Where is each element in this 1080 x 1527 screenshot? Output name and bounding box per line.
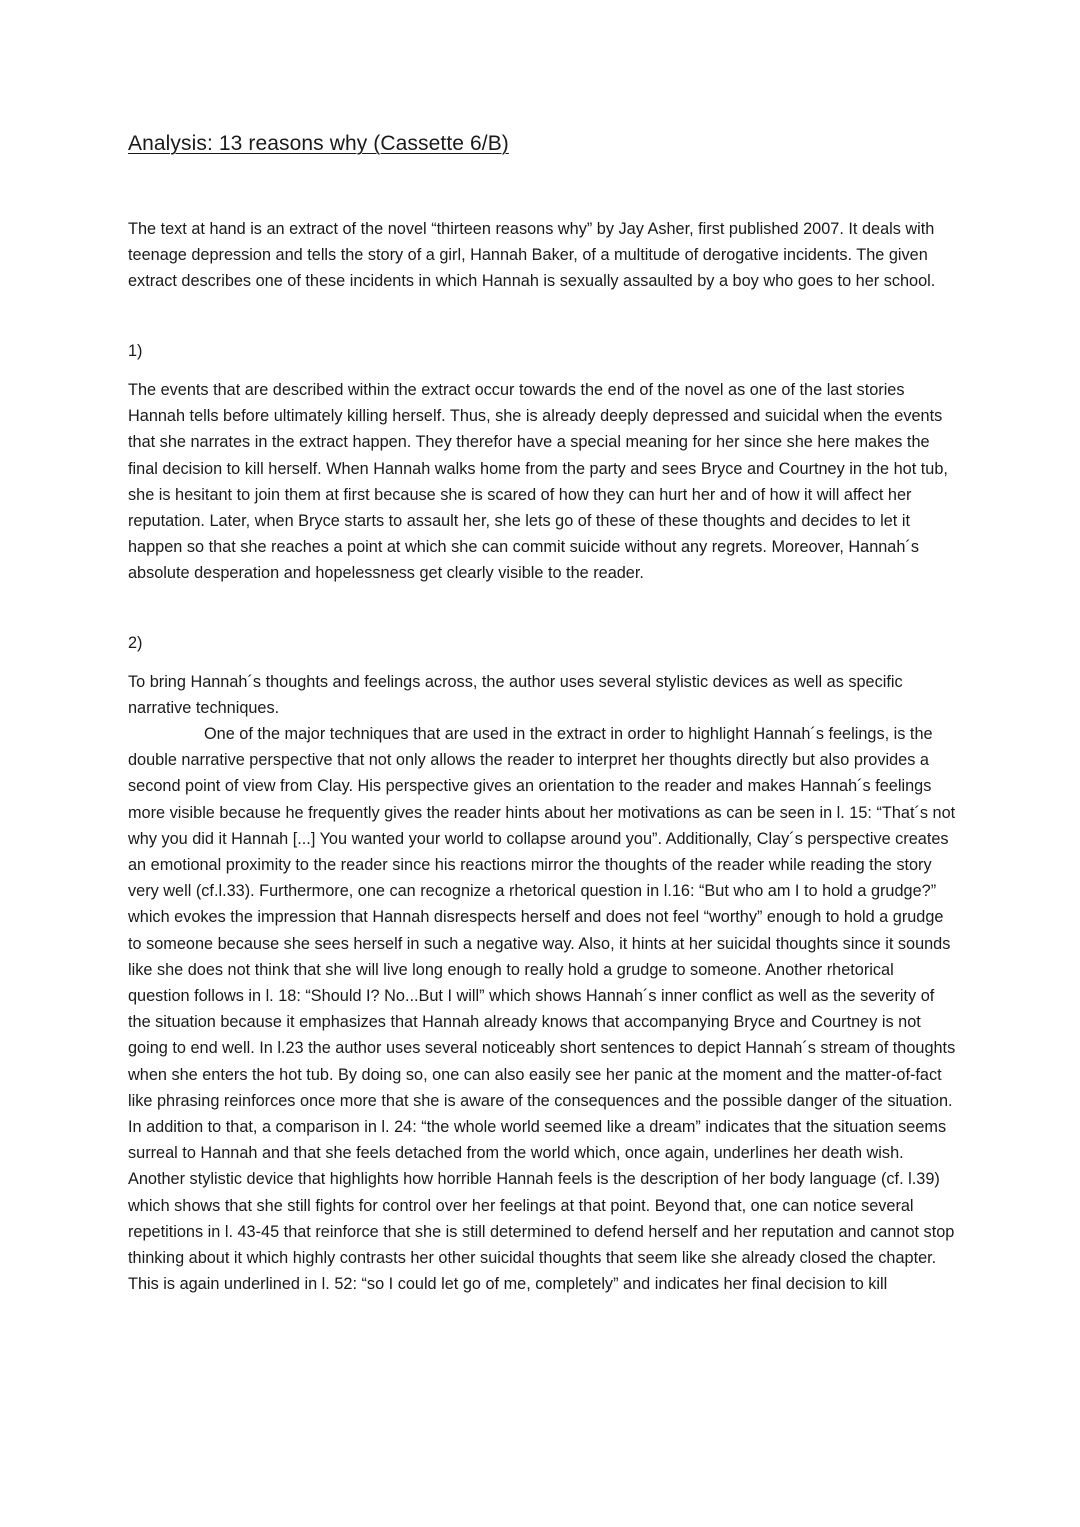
section-2-paragraph-2: One of the major techniques that are used in the extract in order to highlight Hannah´s feelings, is the double narrative perspective that not only allows the reader to interpret her thoughts directly but also provides a second point of view from Clay. His perspective gives an orientation to the reader and makes Hannah´s feelings more visible because he frequently gives the reader hints about her motivations as can be seen in l. 15: “That´s not why you did it Hannah [...] You wanted your world to collapse around you”. Additionally, Clay´s perspective creates an emotional proximity to the reader since his reactions mirror the thoughts of the reader while reading the story very well (cf.l.33). Furthermore, one can recognize a rhetorical question in l.16: “But who am I to hold a grudge?” which evokes the impression that Hannah disrespects herself and does not feel “worthy” enough to hold a grudge to someone because she sees herself in such a negative way. Also, it hints at her suicidal thoughts since it sounds like she does not think that she will live long enough to really hold a grudge to someone. Another rhetorical question follows in l. 18: “Should I? No...But I will” which shows Hannah´s inner conflict as well as the severity of the situation because it emphasizes that Hannah already knows that accompanying Bryce and Courtney is not going to end well. In l.23 the author uses several noticeably short sentences to depict Hannah´s stream of thoughts when she enters the hot tub. By doing so, one can also easily see her panic at the moment and the matter-of-fact like phrasing reinforces once more that she is aware of the consequences and the possible danger of the situation. In addition to that, a comparison in l. 24: “the whole world seemed like a dream” indicates that the situation seems surreal to Hannah and that she feels detached from the world which, once again, underlines her death wish. Another stylistic device that highlights how horrible Hannah feels is the description of her body language (cf. l.39) which shows that she still fights for control over her feelings at that point. Beyond that, one can notice several repetitions in l. 43-45 that reinforce that she is still determined to defend herself and her reputation and cannot stop thinking about it which highly contrasts her other suicidal thoughts that seem like she already closed the chapter. This is again underlined in l. 52: “so I could let go of me, completely” and indicates her final decision to kill [128, 725, 956, 1294]
section-1-number: 1) [128, 342, 143, 360]
section-2-number: 2) [128, 634, 143, 652]
section-1-paragraph: The events that are described within the extract occur towards the end of the novel as one of the last stories Hannah tells before ultimately killing herself. Thus, she is already deeply depressed and suicidal when the events that she narrates in the extract happen. They therefor have a special meaning for her since she here makes the final decision to kill herself. When Hannah walks home from the party and sees Bryce and Courtney in the hot tub, she is hesitant to join them at first because she is scared of how they can hurt her and of how it will affect her reputation. Later, when Bryce starts to assault her, she lets go of these of these thoughts and decides to let it happen so that she reaches a point at which she can commit suicide without any regrets. Moreover, Hannah´s absolute desperation and hopelessness get clearly visible to the reader. [128, 381, 948, 583]
document-title: Analysis: 13 reasons why (Cassette 6/B) [128, 132, 509, 155]
section-2-paragraph-1: To bring Hannah´s thoughts and feelings across, the author uses several stylistic devices as well as specific narrative techniques. [128, 673, 903, 718]
intro-paragraph: The text at hand is an extract of the novel “thirteen reasons why” by Jay Asher, first published 2007. It deals with teenage depression and tells the story of a girl, Hannah Baker, of a multitude of derogative incidents. The given extract describes one of these incidents in which Hannah is sexually assaulted by a boy who goes to her school. [128, 220, 936, 291]
